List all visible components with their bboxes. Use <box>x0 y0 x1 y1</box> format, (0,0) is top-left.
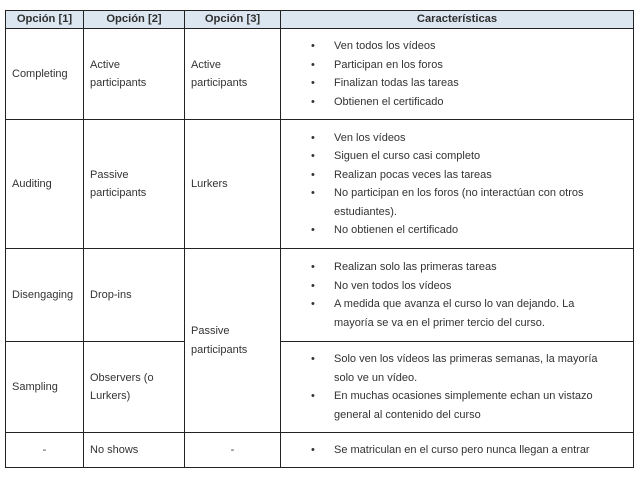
feature-item: • Siguen el curso casi completo <box>287 147 627 166</box>
option-1-cell: - <box>6 433 84 468</box>
option-3-cell: Active participants <box>185 29 281 120</box>
table-row <box>6 249 634 342</box>
feature-item: • No ven todos los vídeos <box>287 277 627 296</box>
option-1-cell: Auditing <box>6 120 84 249</box>
features-list <box>287 37 627 111</box>
table-row <box>6 120 634 249</box>
option-3-cell: Passive participants <box>185 249 281 433</box>
feature-item: • Se matriculan en el curso pero nunca llegan a entrar <box>287 441 627 460</box>
feature-item: • Participan en los foros <box>287 56 627 75</box>
feature-item: • Realizan solo las primeras tareas <box>287 258 627 277</box>
header-option-3: Opción [3] <box>185 11 281 29</box>
features-cell <box>281 342 634 433</box>
header-option-1: Opción [1] <box>6 11 84 29</box>
option-2-cell: No shows <box>84 433 185 468</box>
table-row <box>6 433 634 468</box>
feature-item: • Realizan pocas veces las tareas <box>287 166 627 185</box>
features-list <box>287 350 627 424</box>
features-cell <box>281 249 634 342</box>
option-2-cell: Drop-ins <box>84 249 185 342</box>
option-2-cell: Active participants <box>84 29 185 120</box>
comparison-table <box>5 10 634 468</box>
header-features: Características <box>281 11 634 29</box>
option-1-cell: Sampling <box>6 342 84 433</box>
feature-item: • Finalizan todas las tareas <box>287 74 627 93</box>
features-cell <box>281 120 634 249</box>
table-row <box>6 342 634 433</box>
option-2-cell: Observers (o Lurkers) <box>84 342 185 433</box>
feature-item: • Ven los vídeos <box>287 129 627 148</box>
features-list <box>287 441 627 460</box>
header-row <box>6 11 634 29</box>
feature-item: • En muchas ocasiones simplemente echan un vistazo general al contenido del curso <box>287 387 627 424</box>
feature-item: • No obtienen el certificado <box>287 221 627 240</box>
features-cell <box>281 29 634 120</box>
option-3-cell: Lurkers <box>185 120 281 249</box>
feature-item: • Solo ven los vídeos las primeras semanas, la mayoría solo ve un vídeo. <box>287 350 627 387</box>
option-3-cell: - <box>185 433 281 468</box>
feature-item: • No participan en los foros (no interactúan con otros estudiantes). <box>287 184 627 221</box>
option-1-cell: Completing <box>6 29 84 120</box>
option-2-cell: Passive participants <box>84 120 185 249</box>
features-list <box>287 258 627 332</box>
features-cell <box>281 433 634 468</box>
features-list <box>287 129 627 240</box>
option-1-cell: Disengaging <box>6 249 84 342</box>
feature-item: • Obtienen el certificado <box>287 93 627 112</box>
header-option-2: Opción [2] <box>84 11 185 29</box>
feature-item: • A medida que avanza el curso lo van dejando. La mayoría se va en el primer tercio del curso. <box>287 295 627 332</box>
table-row <box>6 29 634 120</box>
feature-item: • Ven todos los vídeos <box>287 37 627 56</box>
